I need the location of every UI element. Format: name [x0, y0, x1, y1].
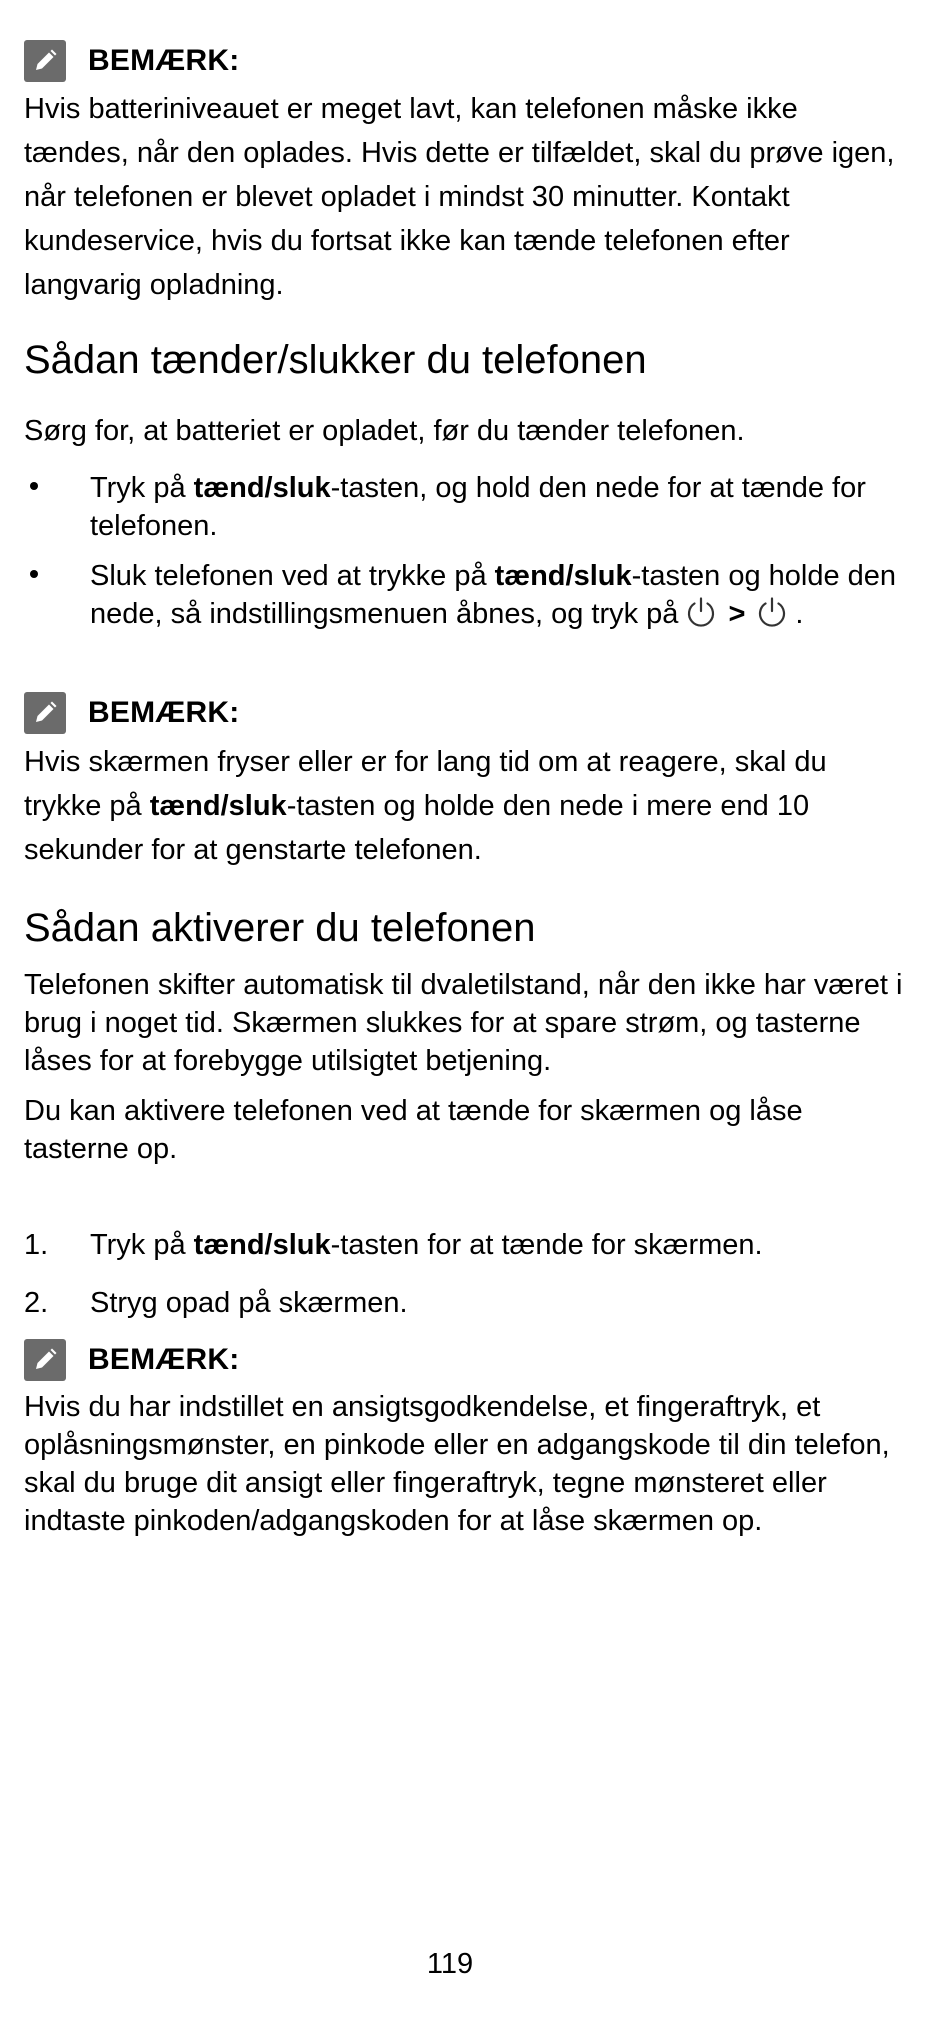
note-header	[24, 1339, 239, 1381]
list-item-text: Tryk på tænd/sluk-tasten for at tænde for skærmen.	[90, 1229, 763, 1261]
section-intro	[24, 412, 904, 450]
note-text: Hvis batteriniveauet er meget lavt, kan telefonen måske ikke tændes, når den oplades. Hvis dette er tilfældet, skal du prøve igen, når telefonen er blevet opladet i mindst 30 minutter. Kontakt kundeservice, hvis du fortsat ikke kan tænde telefonen efter langvarig opladning.	[24, 93, 895, 301]
list-number: 1.	[24, 1229, 49, 1261]
section-body	[24, 966, 904, 1168]
pencil-icon	[24, 40, 66, 82]
numbered-list	[24, 1226, 904, 1322]
note-label: BEMÆRK:	[88, 44, 240, 77]
power-icon	[755, 595, 789, 639]
list-item	[24, 1226, 904, 1264]
list-item-text: Stryg opad på skærmen.	[90, 1287, 408, 1319]
page-number: 119	[426, 1948, 474, 1980]
separator: >	[728, 598, 746, 630]
note-text: Hvis du har indstillet en ansigtsgodkendelse, et fingeraftryk, et oplåsningsmønster, en pinkode eller en adgangskode til din telefon, skal du bruge dit ansigt eller fingeraftryk, tegne mønsteret eller indtaste pinkoden/adgangskoden for at låse skærmen op.	[24, 1391, 890, 1537]
bullet-marker	[24, 557, 90, 639]
list-item	[24, 469, 904, 545]
paragraph: Telefonen skifter automatisk til dvaletilstand, når den ikke har været i brug i noget tid. Skærmen slukkes for at spare strøm, og tasterne låses for at forebygge utilsigtet betjening.	[24, 969, 903, 1077]
bullet-list	[24, 469, 904, 639]
note-label: BEMÆRK:	[88, 1343, 240, 1376]
note-header	[24, 692, 239, 734]
list-item	[24, 1284, 904, 1322]
pencil-icon	[24, 692, 66, 734]
section-heading: Sådan aktiverer du telefonen	[24, 906, 536, 950]
note-body	[24, 1388, 904, 1540]
bullet-marker	[24, 469, 90, 545]
pencil-icon	[24, 1339, 66, 1381]
list-item-text: Sluk telefonen ved at trykke på tænd/sluk-tasten og holde den nede, så indstillingsmenuen åbnes, og tryk på > .	[90, 557, 904, 639]
list-item	[24, 557, 904, 639]
intro-text: Sørg for, at batteriet er opladet, før du tænder telefonen.	[24, 415, 745, 447]
list-number: 2.	[24, 1287, 49, 1319]
paragraph: Du kan aktivere telefonen ved at tænde for skærmen og låse tasterne op.	[24, 1095, 803, 1165]
section-heading: Sådan tænder/slukker du telefonen	[24, 338, 647, 382]
note-body	[24, 87, 904, 307]
note-body	[24, 740, 904, 872]
note-label: BEMÆRK:	[88, 696, 240, 729]
note-header	[24, 40, 239, 82]
list-item-text: Tryk på tænd/sluk-tasten, og hold den nede for at tænde for telefonen.	[90, 472, 866, 542]
note-text: Hvis skærmen fryser eller er for lang tid om at reagere, skal du trykke på tænd/sluk-tasten og holde den nede i mere end 10 sekunder for at genstarte telefonen.	[24, 746, 827, 866]
power-icon	[684, 595, 718, 639]
